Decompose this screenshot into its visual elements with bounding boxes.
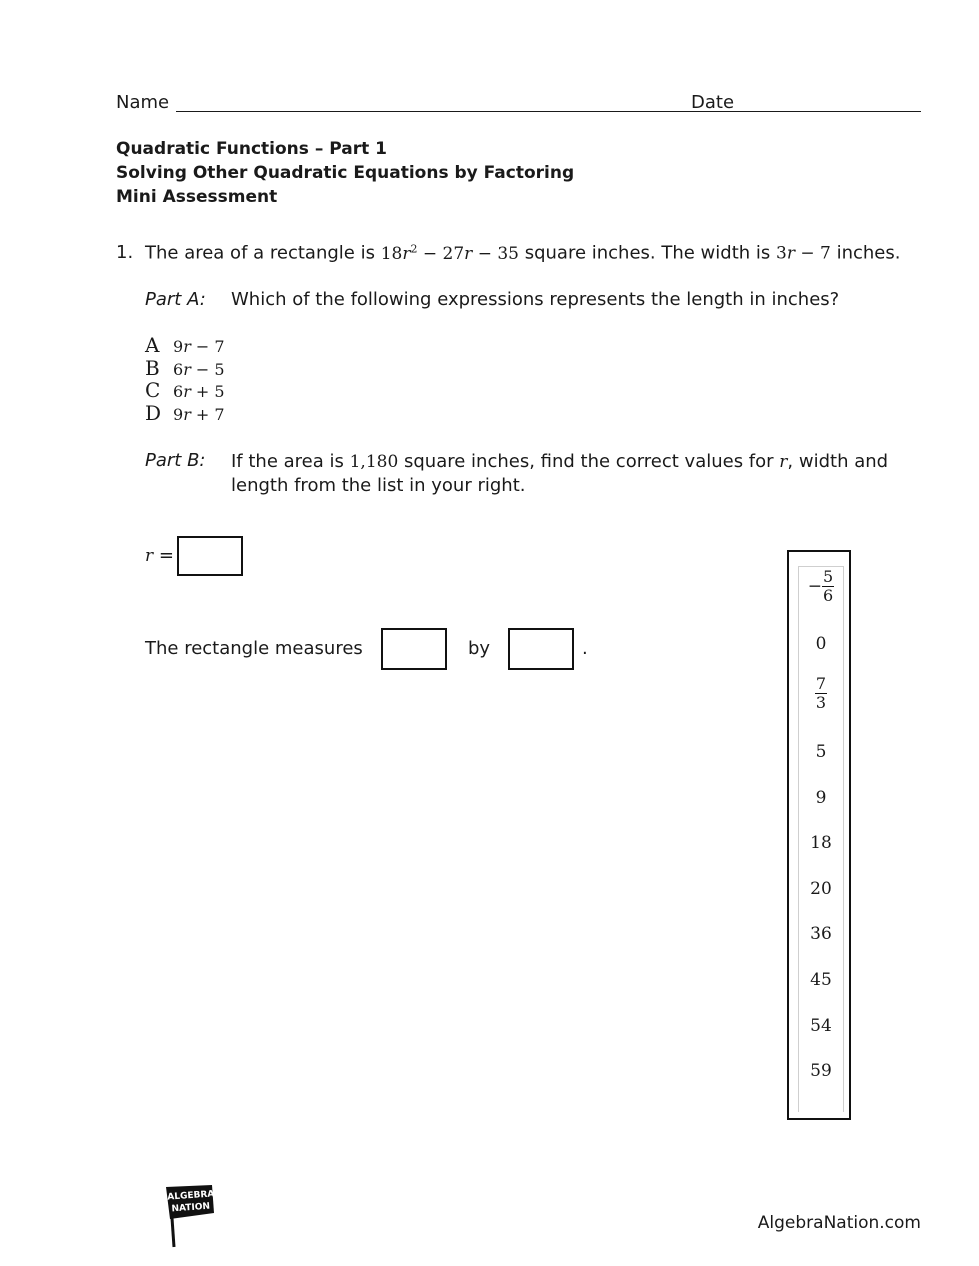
stem-middle: square inches. The width is xyxy=(518,242,776,264)
area-constant: − 35 xyxy=(472,243,519,264)
date-label: Date xyxy=(691,92,735,113)
measure-label: The rectangle measures xyxy=(145,638,363,659)
dimension-answer-box-1[interactable] xyxy=(381,628,447,670)
by-label: by xyxy=(468,638,491,659)
choice-letter: D xyxy=(145,400,162,425)
date-field-line[interactable] xyxy=(738,111,921,112)
part-b-prompt: If the area is 1,180 square inches, find the correct values for r, width and length from the list in your right. xyxy=(231,451,889,496)
area-exponent: 2 xyxy=(410,242,418,255)
option-column xyxy=(798,566,844,1112)
part-a-prompt: Which of the following expressions represents the length in inches? xyxy=(231,289,840,310)
width-var: r xyxy=(786,243,795,264)
choice-b[interactable] xyxy=(145,357,225,380)
dimension-answer-box-2[interactable] xyxy=(508,628,574,670)
option-5[interactable]: 5 xyxy=(815,742,827,762)
stem-prefix: The area of a rectangle is xyxy=(145,242,381,264)
question-stem xyxy=(145,242,900,264)
option-36[interactable]: 36 xyxy=(810,924,832,944)
heading-type: Mini Assessment xyxy=(116,187,278,207)
option-neg-five-sixths[interactable]: − $\frac{5}{6}$ xyxy=(807,567,834,605)
choice-a[interactable] xyxy=(145,334,225,357)
area-var-2: r xyxy=(464,243,473,264)
choice-letter: B xyxy=(145,355,160,380)
logo-text-line1: ALGEBRA xyxy=(167,1189,215,1203)
sentence-period: . xyxy=(582,638,588,659)
stem-suffix: inches. xyxy=(830,242,901,264)
name-label: Name xyxy=(116,92,170,113)
choice-expression: 9r + 7 xyxy=(173,404,225,424)
part-a-label: Part A: xyxy=(145,289,206,310)
area-value: 1,180 xyxy=(349,452,399,472)
r-answer-label: r = xyxy=(145,545,174,566)
width-constant: − 7 xyxy=(794,243,831,264)
choice-letter: C xyxy=(145,378,161,402)
area-expression xyxy=(381,244,519,264)
area-coef: 18 xyxy=(380,243,403,264)
answer-choices xyxy=(145,334,225,424)
question-number: 1. xyxy=(116,242,134,263)
part-b-label: Part B: xyxy=(145,450,206,471)
area-middle-term: − 27 xyxy=(417,243,465,264)
algebra-nation-logo xyxy=(160,1183,220,1249)
logo-text-line2: NATION xyxy=(171,1201,211,1215)
r-variable: r xyxy=(779,452,788,472)
choice-expression: 6r + 5 xyxy=(173,382,225,401)
option-seven-thirds[interactable]: $\frac{7}{3}$ xyxy=(815,674,827,712)
choice-d[interactable] xyxy=(145,402,225,425)
footer-website: AlgebraNation.com xyxy=(757,1213,921,1233)
choice-c[interactable] xyxy=(145,379,225,402)
r-answer-box[interactable] xyxy=(177,536,243,576)
name-date-row xyxy=(116,92,922,116)
answer-option-list xyxy=(787,550,851,1120)
choice-expression: 9r − 7 xyxy=(173,337,225,356)
option-9[interactable]: 9 xyxy=(815,788,827,808)
option-45[interactable]: 45 xyxy=(810,970,832,990)
choice-expression: 6r − 5 xyxy=(173,359,225,379)
option-18[interactable]: 18 xyxy=(810,833,832,853)
width-expression xyxy=(776,244,831,264)
heading-topic: Quadratic Functions – Part 1 xyxy=(116,139,387,159)
width-coef: 3 xyxy=(776,243,787,264)
option-59[interactable]: 59 xyxy=(810,1061,832,1081)
option-20[interactable]: 20 xyxy=(810,879,832,899)
option-0[interactable]: 0 xyxy=(815,634,827,654)
assessment-heading xyxy=(116,137,574,209)
choice-letter: A xyxy=(145,333,160,357)
heading-subtopic: Solving Other Quadratic Equations by Factoring xyxy=(116,163,575,183)
option-54[interactable]: 54 xyxy=(810,1016,832,1036)
area-var: r xyxy=(402,243,411,264)
